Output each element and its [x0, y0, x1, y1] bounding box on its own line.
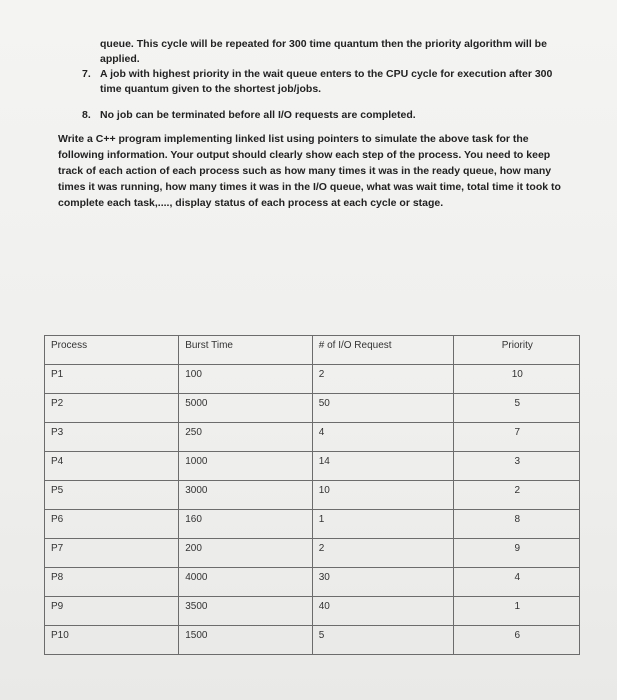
- header-priority: Priority: [453, 336, 579, 365]
- cell-process: P10: [45, 626, 179, 655]
- table-row: [45, 423, 580, 452]
- cell-priority: 5: [453, 394, 579, 423]
- table-row: [45, 510, 580, 539]
- cell-process: P9: [45, 597, 179, 626]
- cell-process: P2: [45, 394, 179, 423]
- cell-io-requests: 14: [312, 452, 453, 481]
- cell-io-requests: 30: [312, 568, 453, 597]
- cell-io-requests: 40: [312, 597, 453, 626]
- cell-priority: 6: [453, 626, 579, 655]
- cell-io-requests: 2: [312, 365, 453, 394]
- cell-burst-time: 160: [179, 510, 313, 539]
- cell-burst-time: 3000: [179, 481, 313, 510]
- table-row: [45, 597, 580, 626]
- cell-io-requests: 10: [312, 481, 453, 510]
- cell-process: P4: [45, 452, 179, 481]
- cell-priority: 7: [453, 423, 579, 452]
- table-row: [45, 481, 580, 510]
- cell-burst-time: 1500: [179, 626, 313, 655]
- list-number: 8.: [82, 109, 91, 121]
- task-paragraph: Write a C++ program implementing linked list using pointers to simulate the above task for the following information. Your output should clearly show each step of the process. You need to keep track of each action of each process such as how many times it was in the ready queue, how many times it was running, how many times it was in the I/O queue, what was wait time, total time it took to complete each task,...., display status of each process at each cycle or stage.: [58, 133, 561, 209]
- table-row: [45, 626, 580, 655]
- list-number: 7.: [82, 68, 91, 80]
- cell-burst-time: 4000: [179, 568, 313, 597]
- table-row: [45, 365, 580, 394]
- list-text: No job can be terminated before all I/O requests are completed.: [100, 109, 416, 121]
- cell-burst-time: 1000: [179, 452, 313, 481]
- cell-process: P8: [45, 568, 179, 597]
- cell-priority: 1: [453, 597, 579, 626]
- table-row: [45, 568, 580, 597]
- cell-process: P7: [45, 539, 179, 568]
- table-row: [45, 452, 580, 481]
- table-header-row: [45, 336, 580, 365]
- cell-burst-time: 3500: [179, 597, 313, 626]
- cell-burst-time: 5000: [179, 394, 313, 423]
- header-process: Process: [45, 336, 179, 365]
- table-body: [45, 365, 580, 655]
- cell-burst-time: 200: [179, 539, 313, 568]
- intro-paragraph: queue. This cycle will be repeated for 300 time quantum then the priority algorithm will be applied.: [100, 38, 547, 65]
- process-table: [44, 335, 580, 655]
- cell-burst-time: 100: [179, 365, 313, 394]
- cell-io-requests: 50: [312, 394, 453, 423]
- cell-priority: 10: [453, 365, 579, 394]
- cell-io-requests: 5: [312, 626, 453, 655]
- cell-priority: 2: [453, 481, 579, 510]
- cell-process: P5: [45, 481, 179, 510]
- cell-priority: 8: [453, 510, 579, 539]
- header-burst-time: Burst Time: [179, 336, 313, 365]
- cell-priority: 9: [453, 539, 579, 568]
- header-io-requests: # of I/O Request: [312, 336, 453, 365]
- cell-process: P6: [45, 510, 179, 539]
- cell-burst-time: 250: [179, 423, 313, 452]
- table-row: [45, 539, 580, 568]
- cell-io-requests: 2: [312, 539, 453, 568]
- cell-priority: 4: [453, 568, 579, 597]
- cell-io-requests: 1: [312, 510, 453, 539]
- list-text: A job with highest priority in the wait queue enters to the CPU cycle for execution after 300 time quantum given to the shortest job/jobs.: [100, 68, 553, 95]
- cell-priority: 3: [453, 452, 579, 481]
- cell-process: P1: [45, 365, 179, 394]
- cell-process: P3: [45, 423, 179, 452]
- cell-io-requests: 4: [312, 423, 453, 452]
- table-row: [45, 394, 580, 423]
